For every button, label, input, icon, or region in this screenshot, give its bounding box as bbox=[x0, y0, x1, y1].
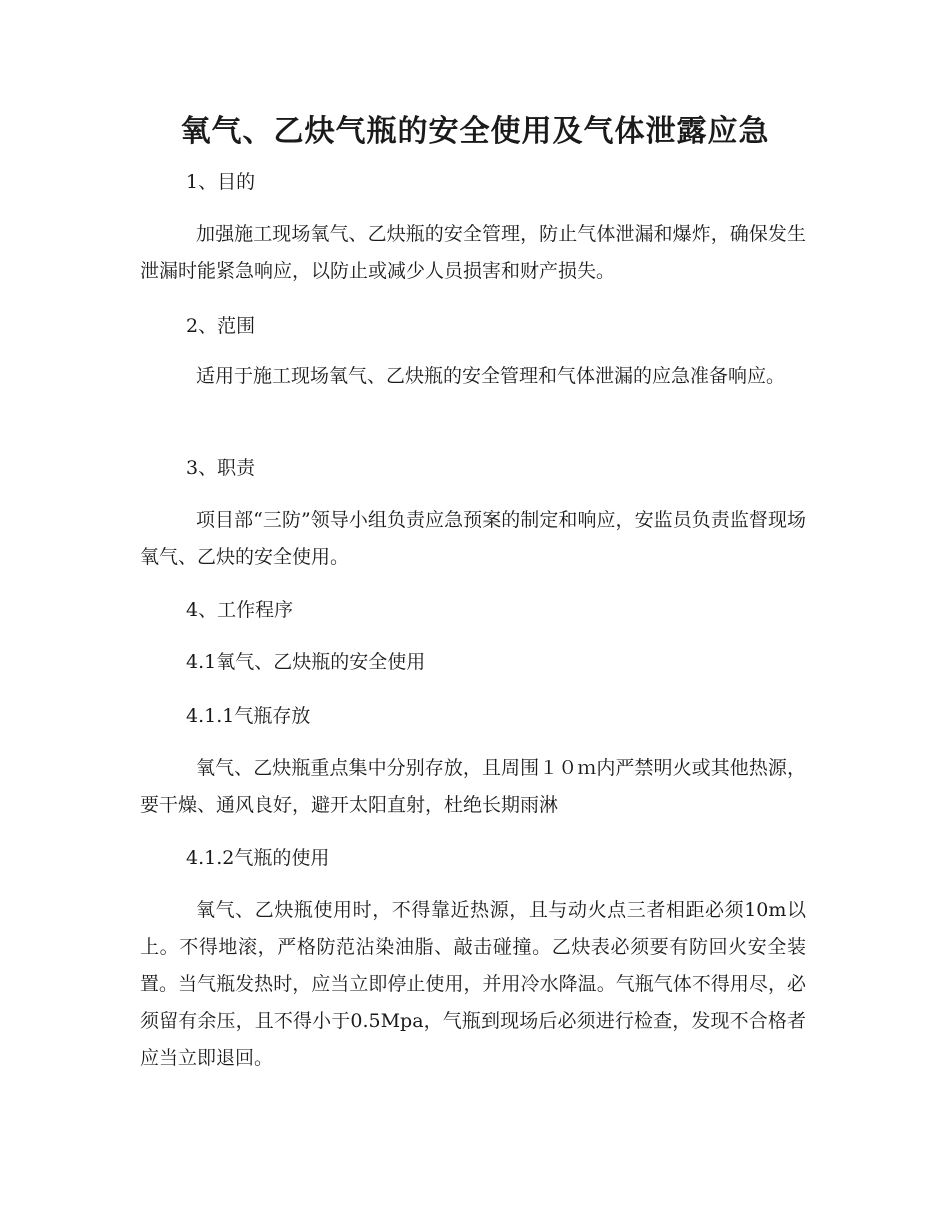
subsection-heading-4-1-1: 4.1.1气瓶存放 bbox=[186, 705, 311, 727]
paragraph-duties: 项目部“三防”领导小组负责应急预案的制定和响应，安监员负责监督现场氧气、乙炔的安全使用。 bbox=[140, 509, 806, 568]
section-heading-purpose: 1、目的 bbox=[186, 171, 256, 193]
document-title: 氧气、乙炔气瓶的安全使用及气体泄露应急 bbox=[180, 114, 770, 149]
section-heading-duties: 3、职责 bbox=[186, 457, 256, 479]
section-heading-scope: 2、范围 bbox=[186, 315, 256, 337]
paragraph-scope: 适用于施工现场氧气、乙炔瓶的安全管理和气体泄漏的应急准备响应。 bbox=[196, 365, 786, 387]
paragraph-usage: 氧气、乙炔瓶使用时，不得靠近热源，且与动火点三者相距必须10m以上。不得地滚，严格防范沾染油脂、敲击碰撞。乙炔表必须要有防回火安全装置。当气瓶发热时，应当立即停止使用，并用冷水降温。气瓶气体不得用尽，必须留有余压，且不得小于0.5Mpa，气瓶到现场后必须进行检查，发现不合格者应当立即退回。 bbox=[140, 899, 806, 1069]
subsection-heading-4-1-2: 4.1.2气瓶的使用 bbox=[186, 847, 330, 869]
paragraph-purpose: 加强施工现场氧气、乙炔瓶的安全管理，防止气体泄漏和爆炸，确保发生泄漏时能紧急响应，以防止或减少人员损害和财产损失。 bbox=[140, 223, 806, 282]
subsection-heading-4-1: 4.1氧气、乙炔瓶的安全使用 bbox=[186, 651, 426, 673]
paragraph-storage: 氧气、乙炔瓶重点集中分别存放，且周围１０ｍ内严禁明火或其他热源，要干燥、通风良好，避开太阳直射，杜绝长期雨淋 bbox=[140, 757, 806, 816]
section-heading-procedure: 4、工作程序 bbox=[186, 599, 294, 621]
